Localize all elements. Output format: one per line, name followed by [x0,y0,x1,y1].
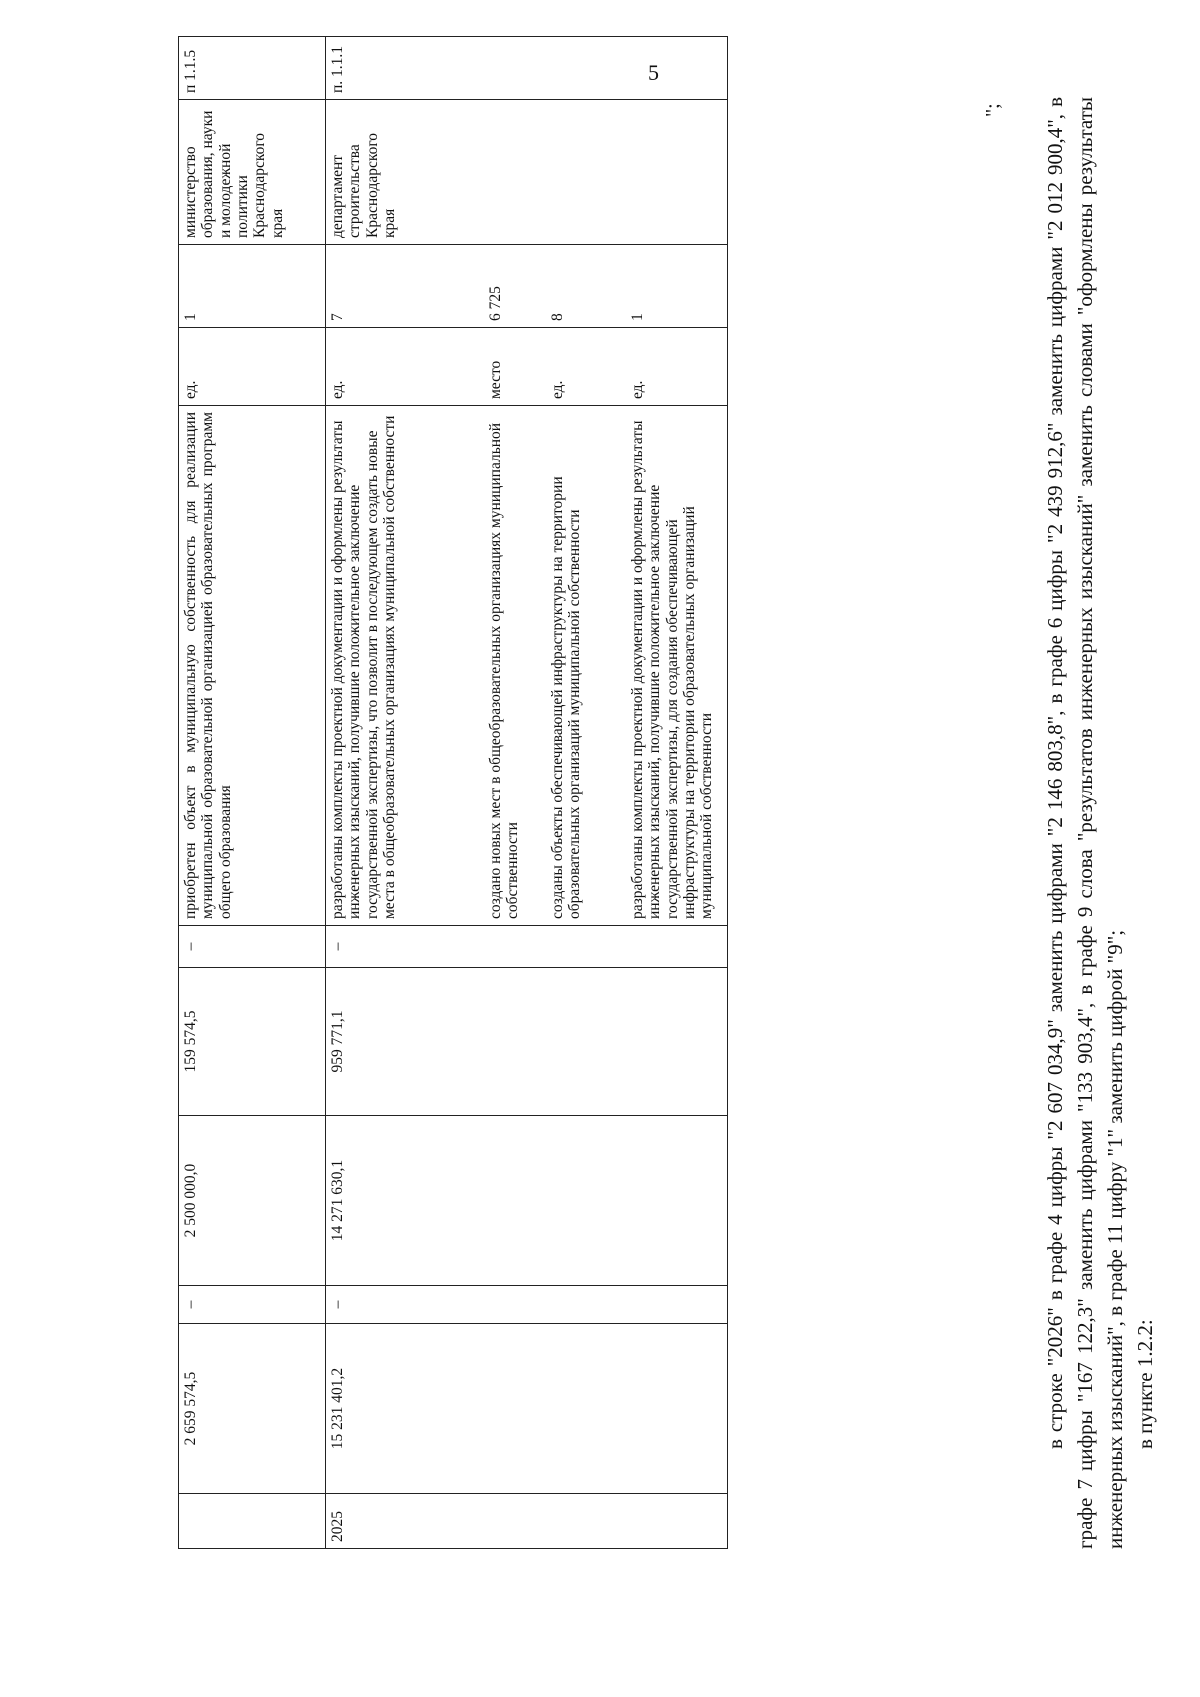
cell-ref: п 1.1.5 [179,37,326,100]
unit-item: ед. [549,380,566,399]
cell-regional: 2 500 000,0 [179,1116,326,1286]
unit-item: ед. [329,380,346,399]
cell-ref: п. 1.1.1 [326,37,728,100]
cell-total: 2 659 574,5 [179,1324,326,1494]
cell-total: 15 231 401,2 [326,1324,728,1494]
amendment-text [982,97,1160,1549]
table-row [326,37,728,1549]
cell-federal: – [326,1286,728,1324]
value-item: 8 [549,313,566,321]
cell-federal: – [179,1286,326,1324]
cell-result: приобретен объект в муниципальную собственность для реализации муниципальной образовательной организацией образовательных программ общего образования [179,406,326,926]
cell-local: 159 574,5 [179,968,326,1116]
cell-extra: – [326,926,728,968]
cell-local: 959 771,1 [326,968,728,1116]
cell-year [179,1494,326,1549]
result-item: создано новых мест в общеобразовательных организациях муниципальной собственности [487,422,522,919]
page-number: 5 [648,60,659,85]
cell-units [326,328,728,406]
cell-value: 1 [179,245,326,328]
cell-regional: 14 271 630,1 [326,1116,728,1286]
cell-executor: департамент строительства Краснодарского края [326,100,728,245]
result-item: созданы объекты обеспечивающей инфраструктуры на территории образовательных организаций муниципальной собственности [549,476,584,919]
cell-values [326,245,728,328]
amendment-paragraph: в строке "2026" в графе 4 цифры "2 607 034,9" заменить цифрами "2 146 803,8", в графе 6 цифры "2 439 912,6" заменить цифрами "2 012 900,4", в графе 7 цифры "167 122,3" заменить цифрами "133 903,4", в графе 9 слова "результатов инженерных изысканий" заменить словами "оформлены результаты инженерных изысканий", в графе 11 цифру "1" заменить цифрой "9"; [1043,97,1127,1549]
closing-quote-mark: "; [982,103,1004,117]
unit-item: ед. [629,380,646,399]
next-item-heading: в пункте 1.2.2: [1133,1319,1157,1449]
cell-unit: ед. [179,328,326,406]
program-table [178,36,728,1549]
value-item: 1 [629,313,646,321]
cell-results [326,406,728,926]
value-item: 7 [329,313,346,321]
result-item: разработаны комплекты проектной документации и оформлены результаты инженерных изысканий, получившие положительное заключение государственной экспертизы, для создания обеспечивающей инфраструктуры на территории образовательных организаций муниципальной собственности [629,420,716,919]
table-row [179,37,326,1549]
cell-executor: министерство образования, науки и молодежной политики Краснодарского края [179,100,326,245]
result-item: разработаны комплекты проектной документации и оформлены результаты инженерных изысканий, получившие положительное заключение государственной экспертизы, что позволит в последующем создать новые места в общеобразовательных организациях муниципальной собственности [329,415,399,919]
cell-extra: – [179,926,326,968]
cell-year: 2025 [326,1494,728,1549]
value-item: 6 725 [487,286,504,321]
unit-item: место [487,360,504,399]
